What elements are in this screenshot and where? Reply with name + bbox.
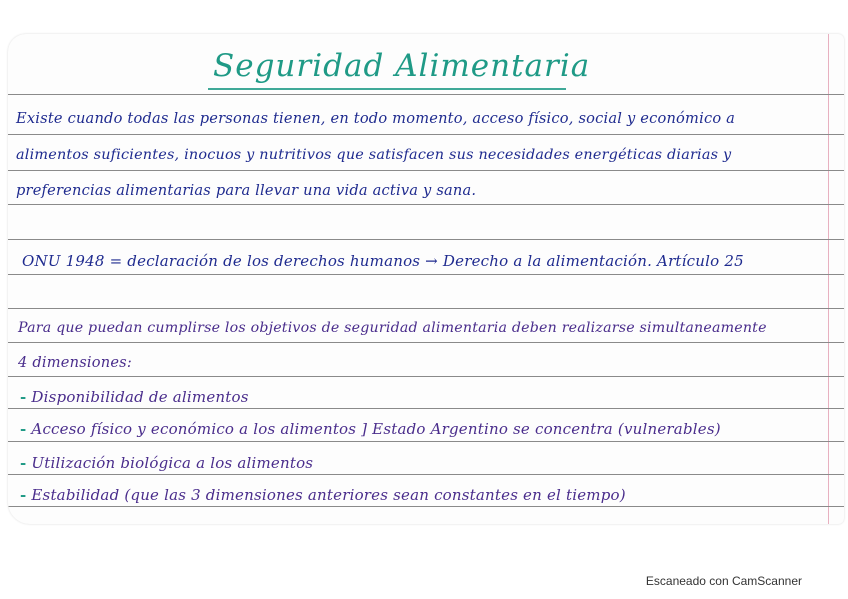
ruled-line [8,441,844,442]
dimension-item [20,454,313,472]
dimension-item-text: Utilización biológica a los alimentos [31,454,314,472]
dimensions-intro-line-2: 4 dimensiones: [18,354,132,371]
dimension-item [20,420,721,438]
onu-line: ONU 1948 = declaración de los derechos humanos → Derecho a la alimentación. Artículo 25 [22,252,744,270]
definition-line-1: Existe cuando todas las personas tienen, en todo momento, acceso físico, social y económico a [16,110,736,127]
dimension-item [20,388,249,406]
ruled-line [8,170,844,171]
bullet-dash: - [20,454,27,472]
dimension-item-text: Estabilidad (que las 3 dimensiones anteriores sean constantes en el tiempo) [31,486,626,504]
ruled-line [8,506,844,507]
bullet-dash: - [20,388,27,406]
ruled-line [8,204,844,205]
bullet-dash: - [20,420,27,438]
ruled-line [8,94,844,95]
dimensions-intro-line-1: Para que puedan cumplirse los objetivos de seguridad alimentaria deben realizarse simultaneamente [18,320,767,336]
dimension-item-text: Acceso físico y económico a los alimentos [31,420,357,438]
definition-line-3: preferencias alimentarias para llevar una vida activa y sana. [16,182,477,199]
bracket-note: ] Estado Argentino se concentra (vulnerables) [361,420,721,438]
ruled-line [8,274,844,275]
dimension-item [20,486,626,504]
page-margin-line [828,34,829,524]
ruled-line [8,134,844,135]
bullet-dash: - [20,486,27,504]
definition-line-2: alimentos suficientes, inocuos y nutritivos que satisfacen sus necesidades energéticas diarias y [16,147,732,163]
title-underline [208,88,566,90]
ruled-line [8,408,844,409]
dimension-item-text: Disponibilidad de alimentos [31,388,249,406]
page-title: Seguridad Alimentaria [213,48,591,84]
ruled-line [8,308,844,309]
scanner-watermark: Escaneado con CamScanner [645,574,802,588]
ruled-line [8,376,844,377]
ruled-line [8,474,844,475]
ruled-line [8,342,844,343]
notebook-page [8,34,844,524]
ruled-line [8,239,844,240]
